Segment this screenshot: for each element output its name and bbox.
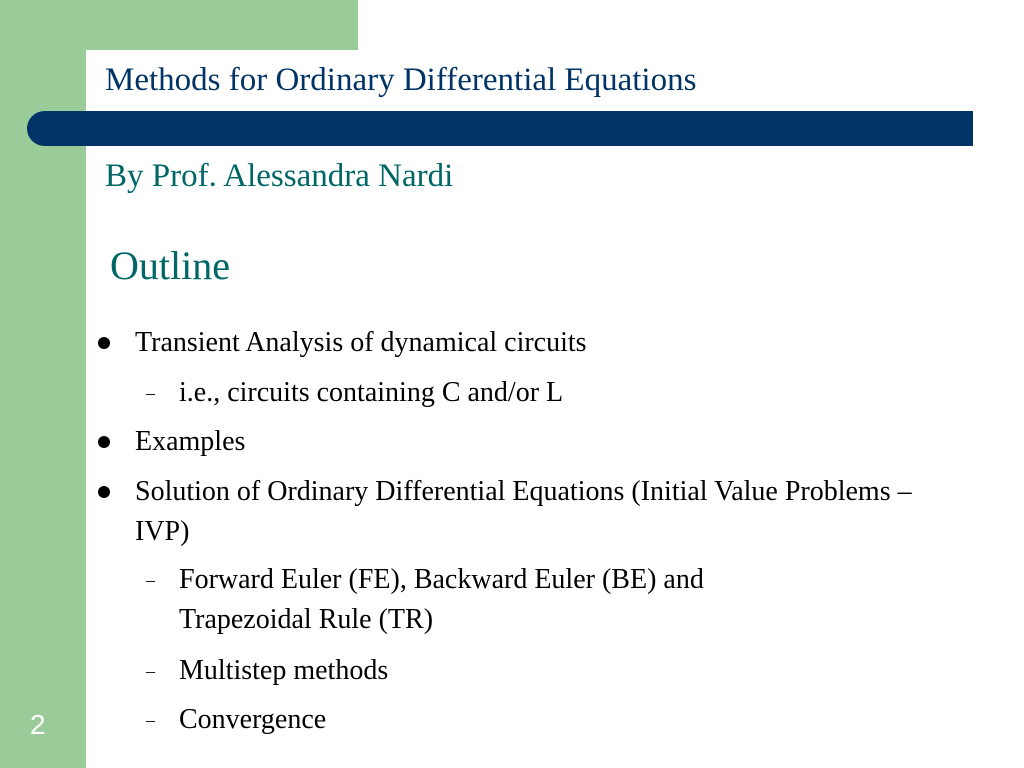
dash-icon: – <box>146 570 155 590</box>
outline-heading: Outline <box>110 243 230 288</box>
top-green-band <box>86 0 358 50</box>
sub-bullet-text: i.e., circuits containing C and/or L <box>179 377 564 408</box>
slide-title: Methods for Ordinary Differential Equations <box>105 62 697 98</box>
bullet-dot-icon <box>98 436 110 448</box>
sub-bullet-text: Convergence <box>179 704 327 735</box>
title-bar <box>27 111 973 146</box>
dash-icon: – <box>146 710 155 730</box>
bullet-dot-icon <box>98 337 110 349</box>
sub-bullet-text: Forward Euler (FE), Backward Euler (BE) and Trapezoidal Rule (TR) <box>179 564 704 635</box>
bullet-text: Solution of Ordinary Differential Equations (Initial Value Problems – IVP) <box>135 476 912 547</box>
bullet-text: Transient Analysis of dynamical circuits <box>135 327 587 358</box>
slide-author: By Prof. Alessandra Nardi <box>105 158 454 194</box>
sub-bullet-text: Multistep methods <box>179 655 389 686</box>
dash-icon: – <box>146 383 155 403</box>
dash-icon: – <box>146 661 155 681</box>
bullet-text: Examples <box>135 426 246 457</box>
bullet-dot-icon <box>98 486 110 498</box>
page-number: 2 <box>30 709 46 740</box>
